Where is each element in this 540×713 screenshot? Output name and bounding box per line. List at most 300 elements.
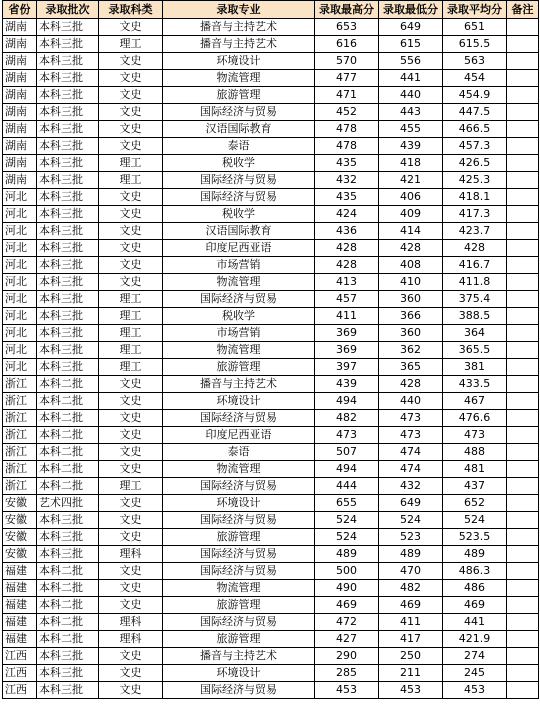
cell-max-score: 428 — [315, 240, 379, 257]
cell-remarks — [507, 223, 539, 240]
cell-province: 浙江 — [3, 410, 37, 427]
cell-avg-score: 615.5 — [443, 36, 507, 53]
cell-remarks — [507, 240, 539, 257]
cell-avg-score: 473 — [443, 427, 507, 444]
cell-max-score: 524 — [315, 512, 379, 529]
cell-remarks — [507, 512, 539, 529]
cell-min-score: 409 — [379, 206, 443, 223]
cell-min-score: 649 — [379, 19, 443, 36]
cell-remarks — [507, 87, 539, 104]
cell-major: 国际经济与贸易 — [163, 104, 315, 121]
cell-min-score: 615 — [379, 36, 443, 53]
cell-category: 文史 — [99, 563, 163, 580]
cell-remarks — [507, 189, 539, 206]
cell-min-score: 428 — [379, 240, 443, 257]
cell-category: 文史 — [99, 512, 163, 529]
cell-batch: 本科三批 — [37, 257, 99, 274]
cell-category: 文史 — [99, 580, 163, 597]
cell-min-score: 489 — [379, 546, 443, 563]
cell-min-score: 474 — [379, 444, 443, 461]
cell-batch: 本科二批 — [37, 461, 99, 478]
cell-major: 印度尼西亚语 — [163, 240, 315, 257]
table-row — [3, 410, 539, 427]
cell-min-score: 453 — [379, 682, 443, 699]
cell-avg-score: 454 — [443, 70, 507, 87]
table-header-row — [3, 1, 539, 19]
cell-major: 国际经济与贸易 — [163, 614, 315, 631]
cell-province: 安徽 — [3, 495, 37, 512]
table-row — [3, 138, 539, 155]
cell-major: 市场营销 — [163, 325, 315, 342]
table-row — [3, 631, 539, 648]
cell-min-score: 474 — [379, 461, 443, 478]
table-row — [3, 155, 539, 172]
cell-batch: 本科三批 — [37, 172, 99, 189]
cell-remarks — [507, 257, 539, 274]
cell-batch: 本科二批 — [37, 563, 99, 580]
cell-batch: 本科三批 — [37, 138, 99, 155]
cell-batch: 本科三批 — [37, 325, 99, 342]
table-row — [3, 325, 539, 342]
cell-category: 文史 — [99, 427, 163, 444]
cell-major: 旅游管理 — [163, 631, 315, 648]
cell-remarks — [507, 172, 539, 189]
cell-major: 播音与主持艺术 — [163, 376, 315, 393]
header-avg-score: 录取平均分 — [443, 1, 507, 19]
cell-max-score: 477 — [315, 70, 379, 87]
cell-major: 国际经济与贸易 — [163, 410, 315, 427]
cell-category: 理工 — [99, 155, 163, 172]
cell-category: 理科 — [99, 614, 163, 631]
cell-remarks — [507, 359, 539, 376]
cell-major: 印度尼西亚语 — [163, 427, 315, 444]
cell-province: 江西 — [3, 648, 37, 665]
cell-min-score: 428 — [379, 376, 443, 393]
cell-major: 环境设计 — [163, 495, 315, 512]
cell-max-score: 397 — [315, 359, 379, 376]
cell-batch: 本科三批 — [37, 206, 99, 223]
table-row — [3, 36, 539, 53]
cell-min-score: 473 — [379, 410, 443, 427]
cell-max-score: 424 — [315, 206, 379, 223]
cell-min-score: 362 — [379, 342, 443, 359]
cell-max-score: 570 — [315, 53, 379, 70]
cell-min-score: 439 — [379, 138, 443, 155]
table-row — [3, 19, 539, 36]
cell-category: 文史 — [99, 189, 163, 206]
table-row — [3, 529, 539, 546]
cell-min-score: 649 — [379, 495, 443, 512]
cell-province: 湖南 — [3, 155, 37, 172]
cell-max-score: 494 — [315, 461, 379, 478]
cell-remarks — [507, 376, 539, 393]
cell-max-score: 444 — [315, 478, 379, 495]
cell-batch: 本科三批 — [37, 19, 99, 36]
cell-category: 理工 — [99, 172, 163, 189]
cell-batch: 本科三批 — [37, 70, 99, 87]
cell-min-score: 410 — [379, 274, 443, 291]
table-row — [3, 580, 539, 597]
cell-category: 文史 — [99, 393, 163, 410]
cell-major: 旅游管理 — [163, 87, 315, 104]
cell-avg-score: 489 — [443, 546, 507, 563]
cell-min-score: 482 — [379, 580, 443, 597]
cell-major: 税收学 — [163, 206, 315, 223]
cell-remarks — [507, 121, 539, 138]
cell-province: 河北 — [3, 206, 37, 223]
cell-major: 汉语国际教育 — [163, 121, 315, 138]
cell-min-score: 250 — [379, 648, 443, 665]
cell-remarks — [507, 70, 539, 87]
cell-major: 环境设计 — [163, 393, 315, 410]
cell-max-score: 500 — [315, 563, 379, 580]
cell-min-score: 417 — [379, 631, 443, 648]
cell-province: 湖南 — [3, 53, 37, 70]
cell-remarks — [507, 308, 539, 325]
table-row — [3, 257, 539, 274]
table-row — [3, 546, 539, 563]
cell-province: 河北 — [3, 274, 37, 291]
cell-province: 福建 — [3, 597, 37, 614]
cell-batch: 本科三批 — [37, 155, 99, 172]
cell-avg-score: 486 — [443, 580, 507, 597]
table-row — [3, 614, 539, 631]
table-row — [3, 240, 539, 257]
cell-avg-score: 245 — [443, 665, 507, 682]
cell-batch: 本科二批 — [37, 614, 99, 631]
cell-avg-score: 441 — [443, 614, 507, 631]
table-row — [3, 461, 539, 478]
cell-avg-score: 467 — [443, 393, 507, 410]
table-row — [3, 70, 539, 87]
cell-min-score: 421 — [379, 172, 443, 189]
cell-major: 播音与主持艺术 — [163, 19, 315, 36]
cell-avg-score: 486.3 — [443, 563, 507, 580]
cell-max-score: 290 — [315, 648, 379, 665]
cell-province: 福建 — [3, 563, 37, 580]
cell-avg-score: 476.6 — [443, 410, 507, 427]
cell-batch: 本科三批 — [37, 36, 99, 53]
cell-category: 文史 — [99, 70, 163, 87]
cell-category: 文史 — [99, 444, 163, 461]
table-row — [3, 172, 539, 189]
table-row — [3, 444, 539, 461]
cell-category: 文史 — [99, 223, 163, 240]
cell-min-score: 411 — [379, 614, 443, 631]
cell-province: 湖南 — [3, 138, 37, 155]
cell-min-score: 473 — [379, 427, 443, 444]
cell-remarks — [507, 138, 539, 155]
cell-min-score: 360 — [379, 291, 443, 308]
cell-category: 理工 — [99, 478, 163, 495]
cell-max-score: 432 — [315, 172, 379, 189]
cell-remarks — [507, 631, 539, 648]
cell-category: 文史 — [99, 410, 163, 427]
cell-avg-score: 453 — [443, 682, 507, 699]
cell-batch: 本科三批 — [37, 189, 99, 206]
cell-remarks — [507, 104, 539, 121]
table-body — [3, 19, 539, 699]
cell-min-score: 406 — [379, 189, 443, 206]
cell-remarks — [507, 53, 539, 70]
cell-major: 物流管理 — [163, 342, 315, 359]
cell-max-score: 436 — [315, 223, 379, 240]
cell-max-score: 494 — [315, 393, 379, 410]
cell-min-score: 440 — [379, 393, 443, 410]
header-category: 录取科类 — [99, 1, 163, 19]
cell-min-score: 432 — [379, 478, 443, 495]
cell-min-score: 455 — [379, 121, 443, 138]
cell-avg-score: 652 — [443, 495, 507, 512]
cell-category: 文史 — [99, 648, 163, 665]
cell-province: 河北 — [3, 308, 37, 325]
cell-max-score: 369 — [315, 325, 379, 342]
cell-major: 播音与主持艺术 — [163, 36, 315, 53]
cell-major: 国际经济与贸易 — [163, 682, 315, 699]
cell-remarks — [507, 274, 539, 291]
cell-major: 国际经济与贸易 — [163, 546, 315, 563]
cell-major: 泰语 — [163, 138, 315, 155]
table-row — [3, 274, 539, 291]
cell-province: 福建 — [3, 580, 37, 597]
cell-min-score: 524 — [379, 512, 443, 529]
cell-remarks — [507, 682, 539, 699]
cell-batch: 本科二批 — [37, 478, 99, 495]
cell-province: 浙江 — [3, 376, 37, 393]
cell-avg-score: 447.5 — [443, 104, 507, 121]
cell-min-score: 556 — [379, 53, 443, 70]
cell-remarks — [507, 597, 539, 614]
cell-province: 安徽 — [3, 512, 37, 529]
cell-category: 理工 — [99, 325, 163, 342]
cell-batch: 本科二批 — [37, 444, 99, 461]
cell-max-score: 616 — [315, 36, 379, 53]
cell-max-score: 428 — [315, 257, 379, 274]
admission-score-table — [2, 0, 539, 699]
table-row — [3, 359, 539, 376]
cell-category: 理科 — [99, 546, 163, 563]
cell-batch: 本科二批 — [37, 631, 99, 648]
cell-batch: 本科二批 — [37, 597, 99, 614]
cell-remarks — [507, 155, 539, 172]
cell-major: 汉语国际教育 — [163, 223, 315, 240]
cell-province: 河北 — [3, 342, 37, 359]
cell-remarks — [507, 614, 539, 631]
cell-min-score: 470 — [379, 563, 443, 580]
cell-avg-score: 365.5 — [443, 342, 507, 359]
cell-province: 河北 — [3, 223, 37, 240]
cell-max-score: 478 — [315, 121, 379, 138]
cell-batch: 本科三批 — [37, 308, 99, 325]
cell-batch: 本科三批 — [37, 240, 99, 257]
cell-max-score: 469 — [315, 597, 379, 614]
cell-batch: 本科三批 — [37, 121, 99, 138]
cell-max-score: 655 — [315, 495, 379, 512]
cell-province: 湖南 — [3, 121, 37, 138]
cell-major: 税收学 — [163, 155, 315, 172]
table-row — [3, 121, 539, 138]
cell-batch: 本科三批 — [37, 648, 99, 665]
cell-batch: 本科三批 — [37, 512, 99, 529]
cell-category: 文史 — [99, 257, 163, 274]
cell-remarks — [507, 342, 539, 359]
cell-max-score: 471 — [315, 87, 379, 104]
cell-remarks — [507, 546, 539, 563]
table-row — [3, 308, 539, 325]
cell-min-score: 523 — [379, 529, 443, 546]
header-province: 省份 — [3, 1, 37, 19]
cell-category: 文史 — [99, 495, 163, 512]
cell-province: 河北 — [3, 291, 37, 308]
cell-category: 理工 — [99, 308, 163, 325]
cell-max-score: 472 — [315, 614, 379, 631]
table-row — [3, 648, 539, 665]
cell-min-score: 360 — [379, 325, 443, 342]
cell-max-score: 653 — [315, 19, 379, 36]
cell-remarks — [507, 563, 539, 580]
cell-avg-score: 469 — [443, 597, 507, 614]
cell-province: 河北 — [3, 359, 37, 376]
cell-major: 物流管理 — [163, 580, 315, 597]
cell-remarks — [507, 648, 539, 665]
cell-major: 播音与主持艺术 — [163, 648, 315, 665]
cell-max-score: 457 — [315, 291, 379, 308]
cell-category: 文史 — [99, 104, 163, 121]
cell-major: 旅游管理 — [163, 529, 315, 546]
table-row — [3, 206, 539, 223]
cell-min-score: 441 — [379, 70, 443, 87]
cell-batch: 本科三批 — [37, 53, 99, 70]
table-row — [3, 376, 539, 393]
cell-avg-score: 466.5 — [443, 121, 507, 138]
table-row — [3, 427, 539, 444]
cell-remarks — [507, 444, 539, 461]
cell-category: 文史 — [99, 240, 163, 257]
cell-min-score: 440 — [379, 87, 443, 104]
cell-max-score: 473 — [315, 427, 379, 444]
cell-province: 湖南 — [3, 104, 37, 121]
cell-avg-score: 416.7 — [443, 257, 507, 274]
cell-batch: 本科三批 — [37, 87, 99, 104]
cell-province: 江西 — [3, 665, 37, 682]
cell-max-score: 413 — [315, 274, 379, 291]
cell-avg-score: 651 — [443, 19, 507, 36]
cell-remarks — [507, 19, 539, 36]
cell-max-score: 507 — [315, 444, 379, 461]
cell-max-score: 285 — [315, 665, 379, 682]
cell-avg-score: 425.3 — [443, 172, 507, 189]
cell-min-score: 365 — [379, 359, 443, 376]
header-batch: 录取批次 — [37, 1, 99, 19]
cell-batch: 本科三批 — [37, 291, 99, 308]
cell-batch: 本科三批 — [37, 665, 99, 682]
cell-max-score: 482 — [315, 410, 379, 427]
cell-province: 浙江 — [3, 478, 37, 495]
cell-category: 理科 — [99, 631, 163, 648]
cell-major: 旅游管理 — [163, 597, 315, 614]
cell-province: 湖南 — [3, 36, 37, 53]
cell-remarks — [507, 478, 539, 495]
header-max-score: 录取最高分 — [315, 1, 379, 19]
cell-major: 物流管理 — [163, 274, 315, 291]
table-row — [3, 597, 539, 614]
table-row — [3, 342, 539, 359]
cell-avg-score: 388.5 — [443, 308, 507, 325]
cell-province: 湖南 — [3, 87, 37, 104]
cell-province: 河北 — [3, 240, 37, 257]
cell-province: 安徽 — [3, 546, 37, 563]
table-row — [3, 495, 539, 512]
cell-major: 物流管理 — [163, 70, 315, 87]
table-row — [3, 512, 539, 529]
cell-batch: 本科二批 — [37, 376, 99, 393]
cell-max-score: 411 — [315, 308, 379, 325]
cell-category: 文史 — [99, 274, 163, 291]
cell-min-score: 414 — [379, 223, 443, 240]
cell-batch: 本科二批 — [37, 427, 99, 444]
cell-avg-score: 421.9 — [443, 631, 507, 648]
cell-avg-score: 423.7 — [443, 223, 507, 240]
cell-province: 河北 — [3, 257, 37, 274]
cell-category: 文史 — [99, 461, 163, 478]
cell-max-score: 439 — [315, 376, 379, 393]
cell-major: 国际经济与贸易 — [163, 291, 315, 308]
table-row — [3, 563, 539, 580]
cell-category: 理工 — [99, 342, 163, 359]
cell-remarks — [507, 580, 539, 597]
cell-max-score: 369 — [315, 342, 379, 359]
cell-category: 文史 — [99, 665, 163, 682]
cell-category: 文史 — [99, 206, 163, 223]
cell-min-score: 366 — [379, 308, 443, 325]
cell-major: 旅游管理 — [163, 359, 315, 376]
header-remarks: 备注 — [507, 1, 539, 19]
cell-remarks — [507, 206, 539, 223]
cell-max-score: 489 — [315, 546, 379, 563]
cell-province: 浙江 — [3, 393, 37, 410]
cell-max-score: 524 — [315, 529, 379, 546]
cell-avg-score: 437 — [443, 478, 507, 495]
cell-max-score: 435 — [315, 155, 379, 172]
cell-province: 湖南 — [3, 172, 37, 189]
cell-major: 国际经济与贸易 — [163, 478, 315, 495]
cell-avg-score: 428 — [443, 240, 507, 257]
table-row — [3, 478, 539, 495]
cell-major: 物流管理 — [163, 461, 315, 478]
cell-remarks — [507, 427, 539, 444]
cell-category: 理工 — [99, 36, 163, 53]
cell-batch: 本科三批 — [37, 104, 99, 121]
cell-category: 文史 — [99, 53, 163, 70]
cell-avg-score: 454.9 — [443, 87, 507, 104]
cell-remarks — [507, 325, 539, 342]
cell-avg-score: 375.4 — [443, 291, 507, 308]
cell-province: 福建 — [3, 631, 37, 648]
cell-batch: 本科三批 — [37, 682, 99, 699]
cell-major: 环境设计 — [163, 53, 315, 70]
cell-remarks — [507, 410, 539, 427]
cell-avg-score: 524 — [443, 512, 507, 529]
cell-province: 浙江 — [3, 461, 37, 478]
cell-province: 浙江 — [3, 427, 37, 444]
cell-batch: 本科三批 — [37, 359, 99, 376]
cell-major: 环境设计 — [163, 665, 315, 682]
cell-category: 文史 — [99, 138, 163, 155]
cell-province: 河北 — [3, 189, 37, 206]
cell-province: 安徽 — [3, 529, 37, 546]
cell-category: 理工 — [99, 291, 163, 308]
cell-avg-score: 364 — [443, 325, 507, 342]
